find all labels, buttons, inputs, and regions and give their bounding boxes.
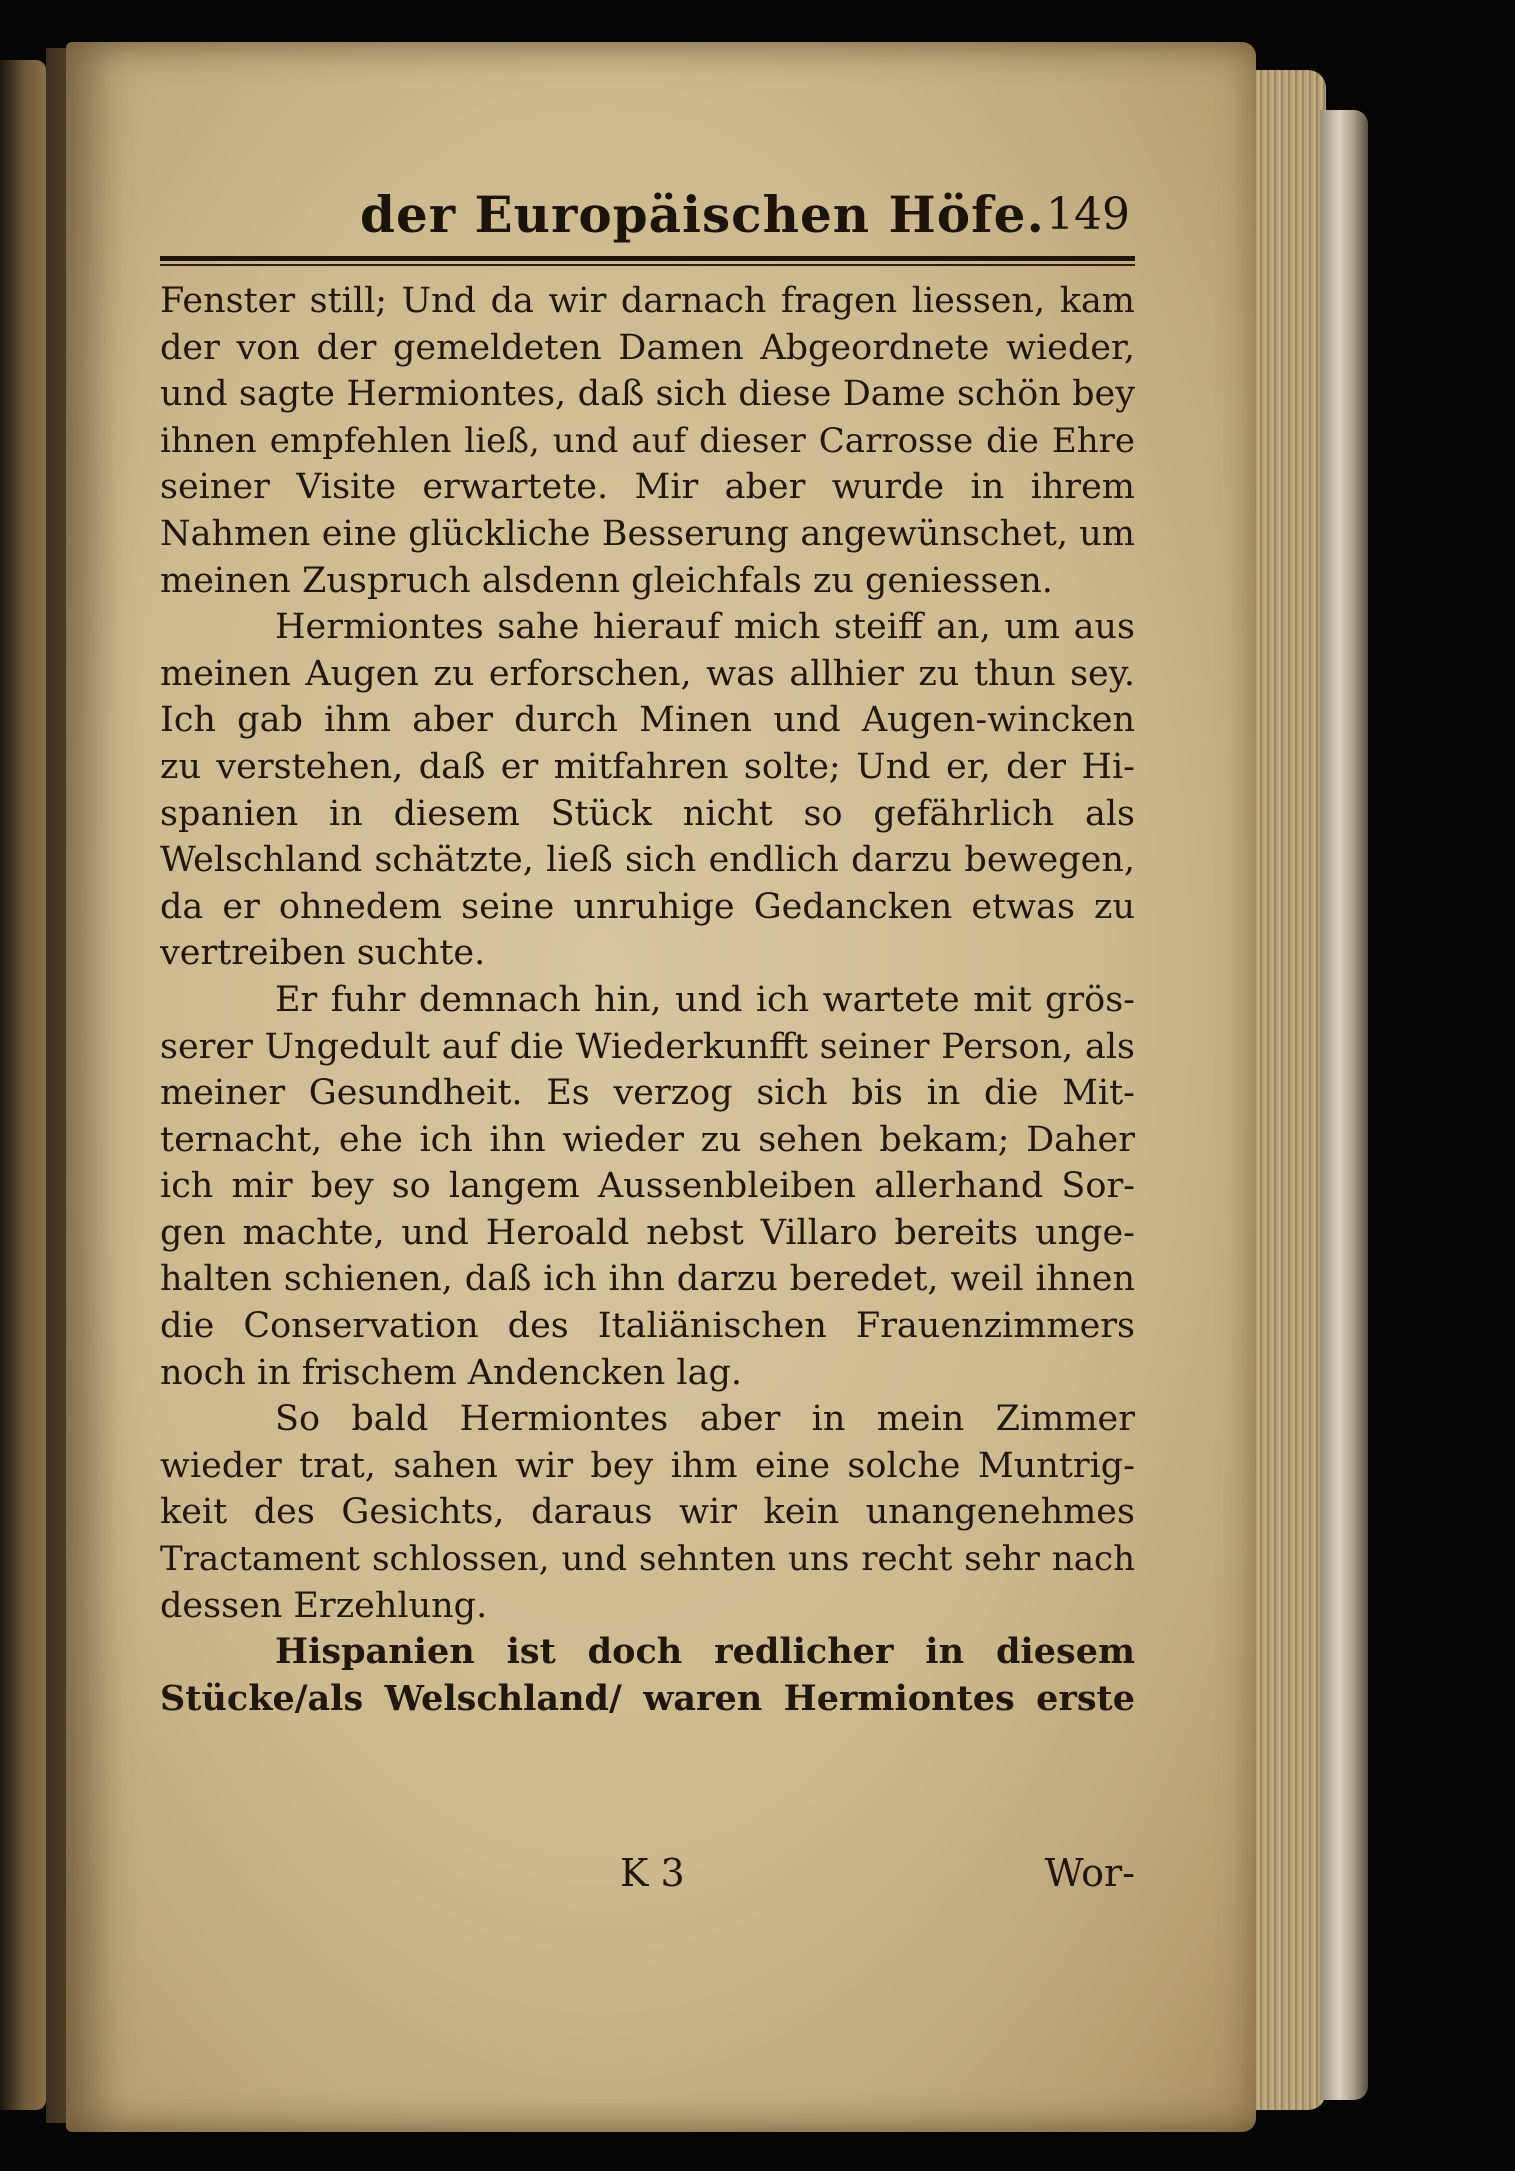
text-line: spanien in diesem Stück nicht so gefährlich als xyxy=(160,793,1135,834)
text-line: Welschland schätzte, ließ sich endlich darzu bewegen, xyxy=(160,840,1135,881)
text-line: Fenster still; Und da wir darnach fragen liessen, kam xyxy=(160,281,1135,321)
text-line: serer Ungedult auf die Wiederkunfft seiner Person, als xyxy=(160,1026,1135,1067)
text-line: Stücke/als Welschland/ waren Hermiontes erste xyxy=(160,1677,1135,1719)
signature-mark: K 3 xyxy=(620,1851,685,1895)
text-line: meinen Augen zu erforschen, was allhier zu thun sey. xyxy=(160,653,1135,694)
text-line: Hermiontes sahe hierauf mich steiff an, um aus xyxy=(275,607,1135,648)
header-rule xyxy=(160,256,1135,266)
text-line: keit des Gesichts, daraus wir kein unangenehmes xyxy=(160,1492,1135,1533)
book-cover-edge xyxy=(1320,110,1368,2100)
page-number: 149 xyxy=(1046,189,1130,240)
text-line: meinen Zuspruch alsdenn gleichfals zu geniessen. xyxy=(160,560,1053,601)
text-line: halten schienen, daß ich ihn darzu beredet, weil ihnen xyxy=(160,1259,1135,1300)
text-line: zu verstehen, daß er mitfahren solte; Und er, der Hi- xyxy=(160,746,1135,787)
page-footer xyxy=(160,1848,1135,1898)
body-text xyxy=(160,278,1135,1722)
text-line: die Conservation des Italiänischen Frauenzimmers xyxy=(160,1306,1135,1347)
text-line: ihnen empfehlen ließ, und auf dieser Carrosse die Ehre xyxy=(160,420,1135,461)
text-line: und sagte Hermiontes, daß sich diese Dame schön bey xyxy=(160,374,1135,415)
text-line: ich mir bey so langem Aussenbleiben allerhand Sor- xyxy=(160,1166,1135,1207)
text-line: wieder trat, sahen wir bey ihm eine solche Muntrig- xyxy=(160,1445,1135,1486)
text-line: ternacht, ehe ich ihn wieder zu sehen bekam; Daher xyxy=(160,1119,1135,1160)
text-line: der von der gemeldeten Damen Abgeordnete wieder, xyxy=(160,327,1135,368)
text-line: gen machte, und Heroald nebst Villaro bereits unge- xyxy=(160,1212,1135,1253)
text-line: seiner Visite erwartete. Mir aber wurde in ihrem xyxy=(160,467,1135,508)
text-line: Hispanien ist doch redlicher in diesem xyxy=(275,1631,1135,1673)
text-line: Ich gab ihm aber durch Minen und Augen-wincken xyxy=(160,700,1135,741)
text-line: da er ohnedem seine unruhige Gedancken etwas zu xyxy=(160,886,1135,927)
catchword: Wor- xyxy=(1044,1851,1135,1895)
text-line: vertreiben suchte. xyxy=(160,933,486,974)
text-line: noch in frischem Andencken lag. xyxy=(160,1352,743,1393)
text-line: So bald Hermiontes aber in mein Zimmer xyxy=(275,1399,1135,1440)
page-header xyxy=(160,180,1130,250)
text-line: dessen Erzehlung. xyxy=(160,1585,488,1626)
page-edges xyxy=(1256,70,1326,2110)
text-line: Nahmen eine glückliche Besserung angewünschet, um xyxy=(160,513,1135,554)
running-title: der Europäischen Höfe. xyxy=(360,185,1045,244)
text-line: Er fuhr demnach hin, und ich wartete mit grös- xyxy=(275,979,1135,1020)
book-gutter xyxy=(46,48,66,2123)
text-line: meiner Gesundheit. Es verzog sich bis in die Mit- xyxy=(160,1073,1135,1114)
text-line: Tractament schlossen, und sehnten uns recht sehr nach xyxy=(160,1539,1135,1580)
facing-page-edge xyxy=(0,60,46,2110)
